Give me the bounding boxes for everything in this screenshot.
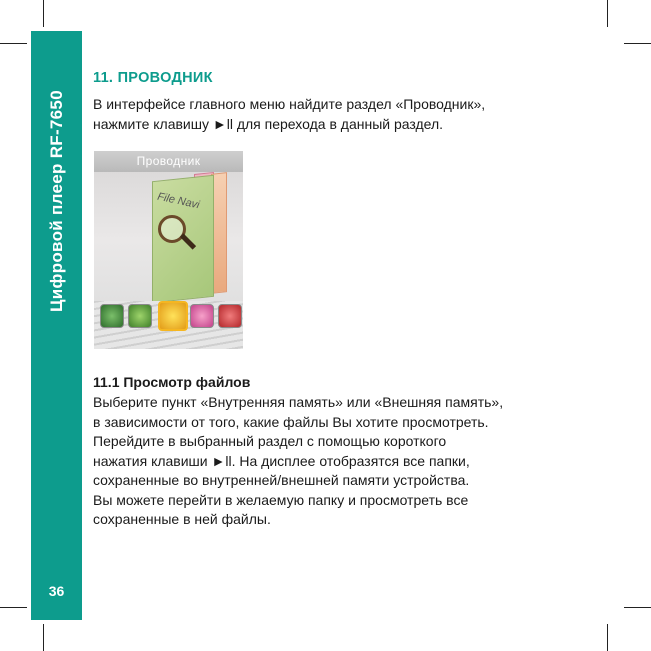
settings-icon bbox=[218, 304, 242, 328]
body-line: в зависимости от того, какие файлы Вы хотите просмотреть. bbox=[93, 413, 489, 430]
screenshot-title-bar bbox=[94, 151, 243, 172]
music-icon bbox=[100, 304, 124, 328]
crop-mark bbox=[607, 624, 608, 651]
subsection-heading: 11.1 Просмотр файлов bbox=[93, 374, 251, 390]
crop-mark bbox=[0, 43, 27, 44]
crop-mark bbox=[607, 0, 608, 27]
sidebar-title-text: Цифровой плеер RF-7650 bbox=[46, 90, 66, 312]
crop-mark bbox=[0, 607, 27, 608]
crop-mark bbox=[624, 607, 651, 608]
sidebar bbox=[31, 31, 82, 620]
icon-dock bbox=[98, 304, 239, 328]
intro-paragraph bbox=[93, 95, 593, 134]
sidebar-title bbox=[31, 31, 82, 371]
intro-line: В интерфейсе главного меню найдите раздел «Проводник», bbox=[93, 96, 486, 112]
video-icon bbox=[128, 304, 152, 328]
body-line: сохраненные в ней файлы. bbox=[93, 511, 271, 527]
section-heading: 11. ПРОВОДНИК bbox=[93, 70, 213, 86]
body-line: нажатия клавиши ►ll. На дисплее отобразятся все папки, bbox=[93, 452, 470, 469]
crop-mark bbox=[624, 43, 651, 44]
screenshot-title: Проводник bbox=[136, 154, 201, 168]
body-line: Перейдите в выбранный раздел с помощью короткого bbox=[93, 433, 447, 449]
explorer-icon bbox=[158, 301, 188, 331]
body-line: Выберите пункт «Внутренняя память» или «Внешняя память», bbox=[93, 394, 504, 410]
photo-icon bbox=[190, 304, 214, 328]
page-number: 36 bbox=[48, 583, 65, 599]
intro-line: нажмите клавишу ►ll для перехода в данный раздел. bbox=[93, 115, 444, 132]
crop-mark bbox=[43, 0, 44, 27]
subsection-paragraph bbox=[93, 393, 593, 530]
crop-mark bbox=[43, 624, 44, 651]
device-screenshot bbox=[94, 151, 243, 349]
body-line: сохраненные во внутренней/внешней памяти устройства. bbox=[93, 472, 470, 488]
book-label: File Navi bbox=[156, 190, 201, 212]
body-line: Вы можете перейти в желаемую папку и просмотреть все bbox=[93, 491, 469, 508]
